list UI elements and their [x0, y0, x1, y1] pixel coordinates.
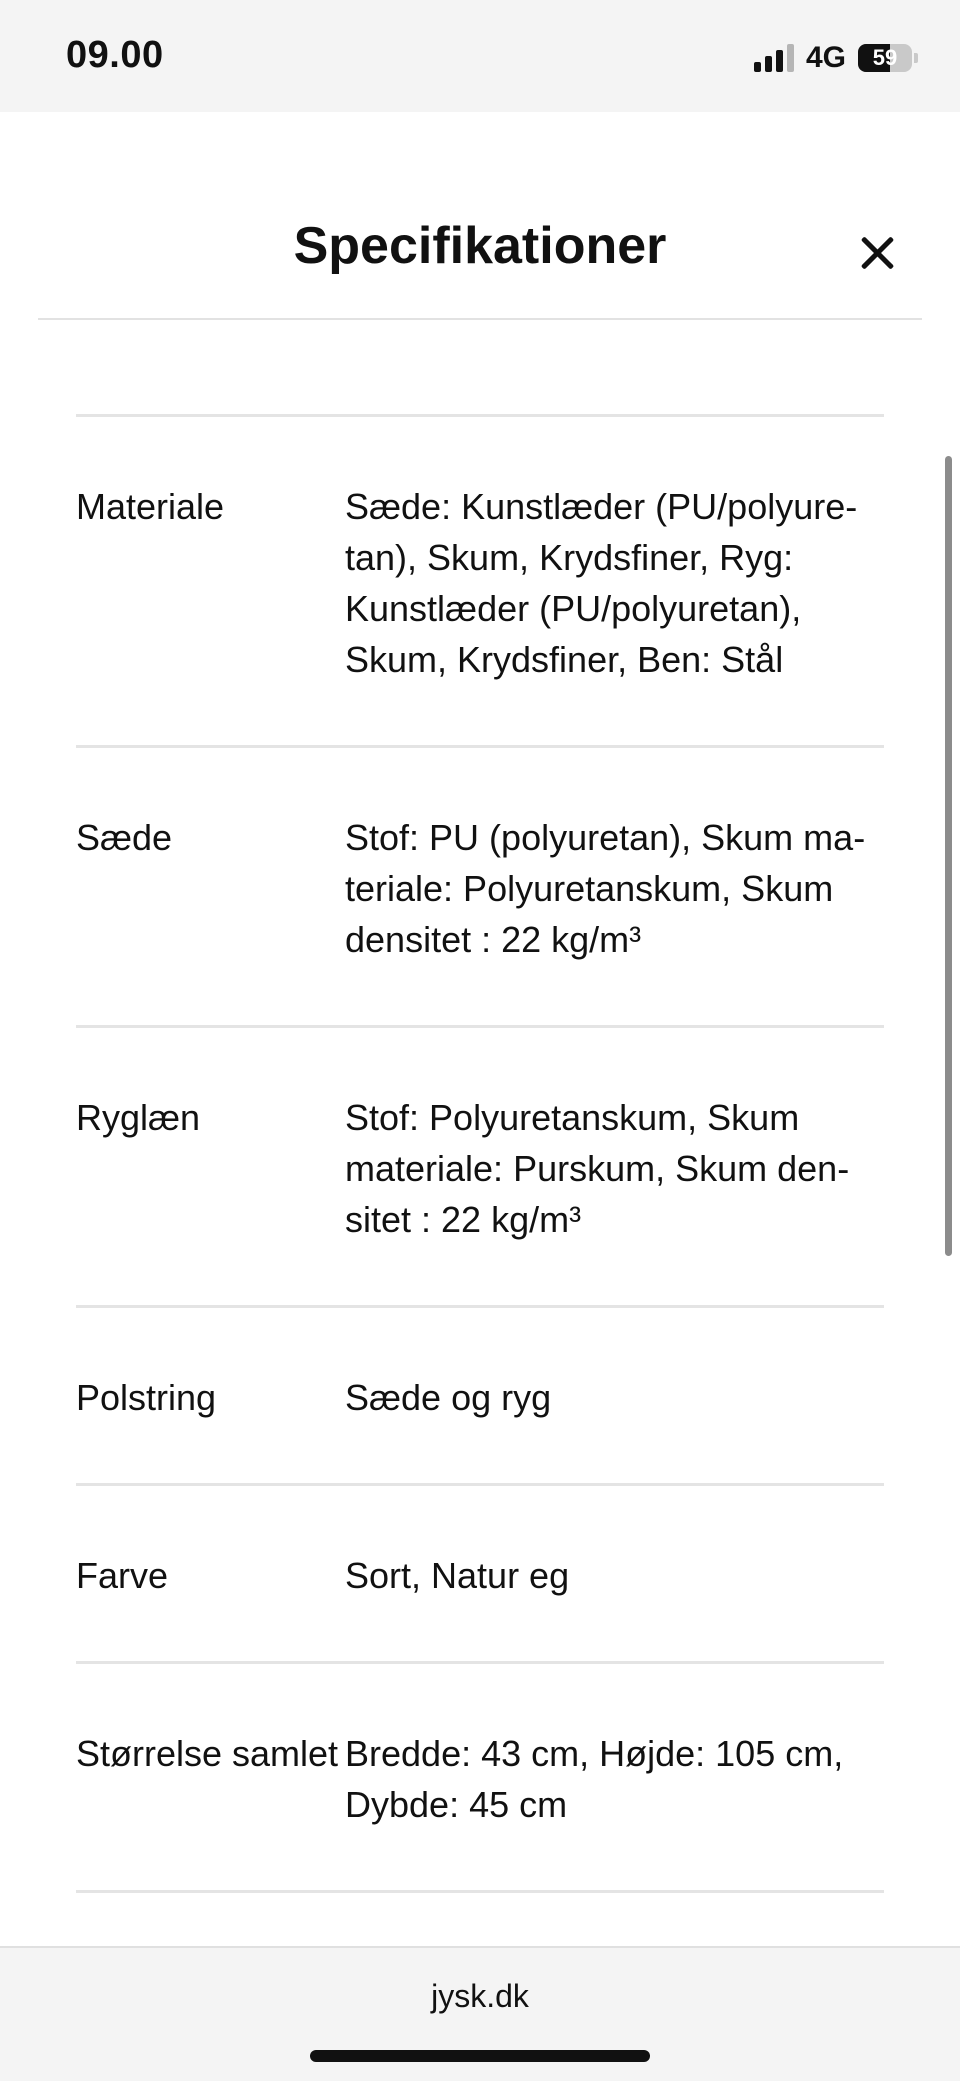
address-bar-url[interactable]: jysk.dk: [431, 1978, 529, 2014]
status-bar: [0, 0, 960, 112]
spec-row-stoerrelse-samlet: [76, 1664, 884, 1893]
spec-label: Ryglæn: [76, 1097, 201, 1138]
battery-tip: [914, 53, 918, 63]
spec-label: Sæde: [76, 817, 173, 858]
status-time: 09.00: [66, 34, 164, 76]
spec-label: Farve: [76, 1555, 169, 1596]
battery-level: 59: [872, 45, 898, 70]
battery-icon: [858, 44, 912, 72]
network-type: 4G: [805, 41, 846, 74]
spec-value: Bredde: 43 cm, Højde: 105 cm, Dybde: 45 cm: [345, 1733, 844, 1825]
spec-list: [76, 414, 884, 1893]
spec-row-ryglaen: [76, 1028, 884, 1308]
close-icon[interactable]: [856, 232, 898, 274]
spec-label: Polstring: [76, 1377, 217, 1418]
spec-row-materiale: [76, 417, 884, 748]
scrollbar[interactable]: [945, 456, 952, 1256]
spec-row-polstring: [76, 1308, 884, 1486]
spec-value: Stof: PU (polyuretan), Skum materiale: Polyuretanskum, Skum densitet : 22 kg/m³: [345, 817, 866, 960]
spec-value: Stof: Polyuretanskum, Skum materiale: Purskum, Skum densitet : 22 kg/m³: [345, 1097, 850, 1240]
modal-header: [38, 112, 922, 320]
cellular-signal-icon: [754, 44, 794, 72]
spec-value: Sæde og ryg: [345, 1377, 552, 1418]
modal-title: Specifikationer: [293, 217, 667, 275]
spec-row-saede: [76, 748, 884, 1028]
home-indicator[interactable]: [310, 2050, 650, 2062]
browser-bottom-bar: [0, 1946, 960, 2081]
spec-label: Størrelse samlet: [76, 1733, 339, 1774]
status-indicators: [754, 40, 918, 76]
spec-label: Materiale: [76, 486, 225, 527]
spec-value: Sæde: Kunstlæder (PU/polyuretan), Skum, Krydsfiner, Ryg: Kunstlæder (PU/polyuretan), Skum, Krydsfiner, Ben: Stål: [345, 486, 858, 680]
spec-value: Sort, Natur eg: [345, 1555, 570, 1596]
spec-row-farve: [76, 1486, 884, 1664]
